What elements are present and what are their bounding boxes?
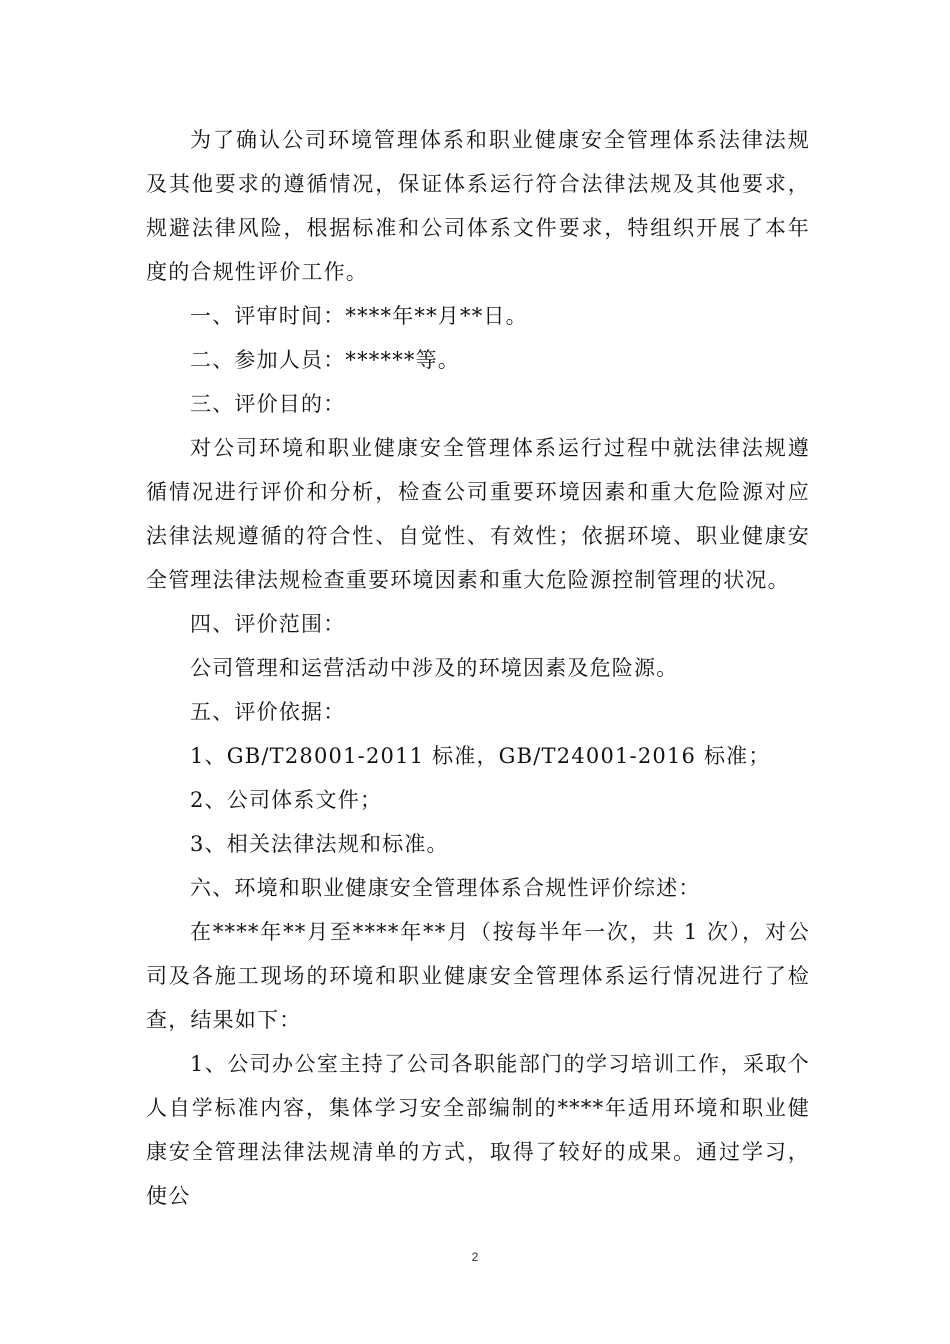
heading-evaluation-purpose: 三、评价目的： (190, 392, 346, 416)
paragraph-inspection-period: 在****年**月至****年**月（按每半年一次，共 1 次），对公司及各施工现场的环境和职业健康安全管理体系运行情况进行了检查，结果如下： (146, 920, 810, 1032)
basis-item-laws: 3、相关法律法规和标准。 (190, 832, 449, 856)
paragraph-result-item-1: 1、公司办公室主持了公司各职能部门的学习培训工作，采取个人自学标准内容，集体学习安全部编制的****年适用环境和职业健康安全管理法律法规清单的方式，取得了较好的成果。通过学习，使公 (146, 1052, 810, 1208)
paragraph-evaluation-scope: 公司管理和运营活动中涉及的环境因素及危险源。 (190, 656, 679, 680)
heading-evaluation-basis: 五、评价依据： (190, 700, 346, 724)
paragraph-evaluation-purpose: 对公司环境和职业健康安全管理体系运行过程中就法律法规遵循情况进行评价和分析，检查公司重要环境因素和重大危险源对应法律法规遵循的符合性、自觉性、有效性；依据环境、职业健康安全管理法律法规检查重要环境因素和重大危险源控制管理的状况。 (146, 436, 810, 592)
heading-evaluation-scope: 四、评价范围： (190, 612, 346, 636)
paragraph-intro: 为了确认公司环境管理体系和职业健康安全管理体系法律法规及其他要求的遵循情况，保证体系运行符合法律法规及其他要求，规避法律风险，根据标准和公司体系文件要求，特组织开展了本年度的合规性评价工作。 (146, 128, 810, 284)
heading-evaluation-summary: 六、环境和职业健康安全管理体系合规性评价综述： (190, 876, 701, 900)
paragraph-review-time: 一、评审时间：****年**月**日。 (190, 304, 528, 328)
basis-item-system-documents: 2、公司体系文件； (190, 788, 383, 812)
basis-item-standards: 1、GB/T28001-2011 标准，GB/T24001-2016 标准； (190, 744, 771, 768)
document-body (146, 118, 810, 1218)
paragraph-participants: 二、参加人员：******等。 (190, 348, 460, 372)
page-number: 2 (471, 1250, 479, 1264)
